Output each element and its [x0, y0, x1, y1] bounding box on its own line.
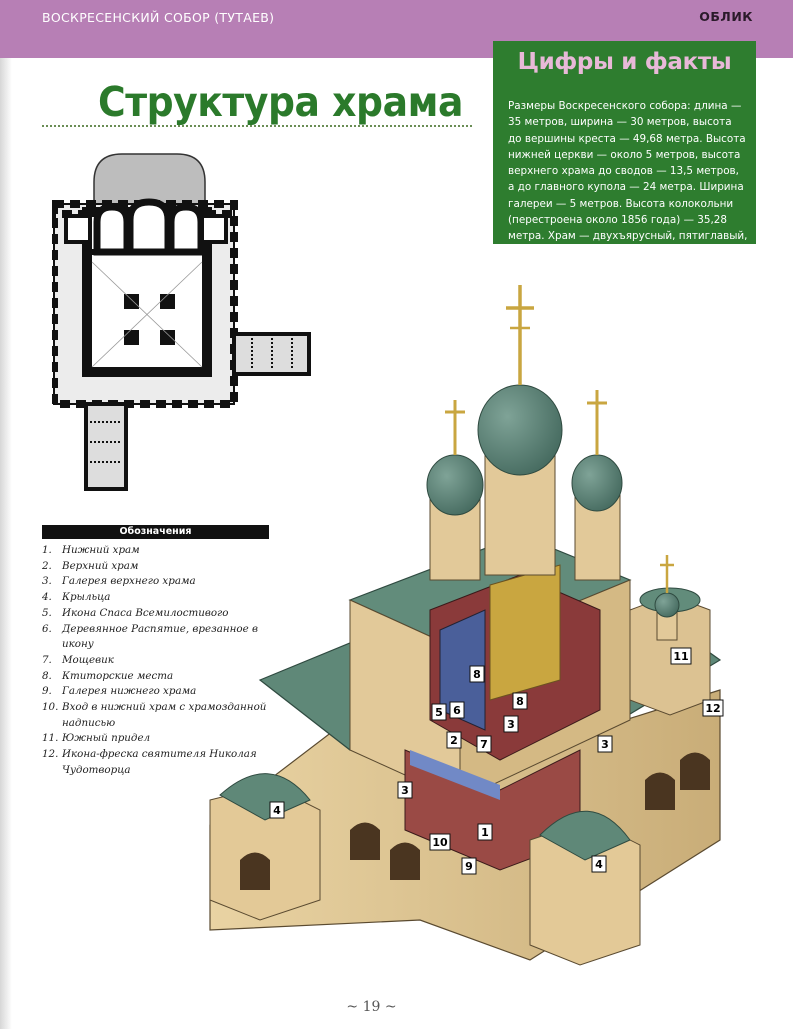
svg-text:5: 5: [435, 706, 443, 719]
legend-number: 4.: [42, 591, 52, 604]
legend-number: 9.: [42, 685, 52, 698]
callout-10: [430, 834, 450, 850]
title-divider: [42, 125, 472, 127]
category-label: ОБЛИК: [699, 9, 753, 24]
svg-text:8: 8: [516, 695, 524, 708]
legend-label: Южный придел: [62, 732, 151, 745]
legend-number: 11.: [42, 732, 59, 745]
callout-9: [462, 858, 476, 874]
legend-label: Нижний храм: [62, 544, 140, 556]
callout-7: [477, 736, 491, 752]
legend-label: Мощевик: [62, 653, 114, 666]
page-number: ~ 19 ~: [346, 999, 397, 1015]
legend-label: Галерея верхнего храма: [62, 575, 196, 588]
legend-label: Верхний храм: [62, 559, 139, 572]
church-cutaway-illustration: [200, 280, 740, 980]
legend-label: Икона-фреска святителя Николая Чудотворца: [62, 748, 257, 776]
callout-4a: [270, 802, 284, 818]
callout-1: [478, 824, 492, 840]
callout-3b: [598, 736, 612, 752]
svg-text:4: 4: [273, 804, 281, 817]
callout-3c: [504, 716, 518, 732]
callout-3a: [398, 782, 412, 798]
legend-number: 12.: [42, 748, 59, 761]
legend-label: Деревянное Распятие, врезанное в икону: [62, 622, 258, 651]
callout-2: [447, 732, 461, 748]
legend-number: 2.: [42, 559, 52, 572]
svg-text:11: 11: [673, 650, 689, 663]
svg-text:9: 9: [465, 860, 473, 873]
callout-4b: [592, 856, 606, 872]
facts-text: Размеры Воскресенского собора: длина — 35 метров, ширина — 30 метров, высота до вершины креста — 49,68 метра. Высота нижней церкви — около 5 метров, высота верхнего храма до сводов — 13,5 метров, а до главного купола — 24 метра. Ширина галереи — 5 метров. Высота колокольни (перестроена около 1856 года) — 35,28 метра. Храм — двухъярусный, пятиглавый, трехнефный и трехапсидный.: [508, 100, 748, 259]
svg-text:3: 3: [507, 718, 515, 731]
legend-label: Галерея нижнего храма: [62, 685, 197, 698]
callout-5: [432, 704, 446, 720]
legend-number: 7.: [42, 653, 52, 666]
legend-heading: Обозначения: [42, 525, 269, 539]
page-edge-shadow: [0, 58, 12, 1029]
svg-text:2: 2: [450, 734, 458, 747]
svg-text:6: 6: [453, 704, 461, 717]
section-title: ВОСКРЕСЕНСКИЙ СОБОР (ТУТАЕВ): [42, 10, 275, 25]
svg-text:12: 12: [705, 702, 721, 715]
callout-11: [671, 648, 691, 664]
legend-label: Икона Спаса Всемилостивого: [62, 606, 229, 619]
legend-number: 1.: [42, 544, 52, 556]
svg-text:10: 10: [432, 836, 448, 849]
legend-label: Крыльца: [62, 591, 111, 604]
facts-heading: Цифры и факты: [517, 49, 732, 75]
svg-text:8: 8: [473, 668, 481, 681]
svg-text:7: 7: [480, 738, 488, 751]
callout-8b: [513, 693, 527, 709]
svg-text:3: 3: [401, 784, 409, 797]
facts-box: [493, 41, 756, 259]
legend-label: Вход в нижний храм с храмозданной надписью: [62, 701, 267, 729]
legend-number: 6.: [42, 622, 52, 635]
legend-number: 5.: [42, 606, 52, 619]
page-title: Структура храма: [98, 78, 463, 126]
callout-6: [450, 702, 464, 718]
legend-number: 8.: [42, 669, 52, 682]
svg-text:3: 3: [601, 738, 609, 751]
svg-text:4: 4: [595, 858, 603, 871]
legend-label: Ктиторские места: [62, 669, 174, 682]
callout-8a: [470, 666, 484, 682]
callout-12: [703, 700, 723, 716]
legend-number: 10.: [42, 701, 59, 714]
legend-number: 3.: [42, 575, 52, 588]
svg-text:1: 1: [481, 826, 489, 839]
